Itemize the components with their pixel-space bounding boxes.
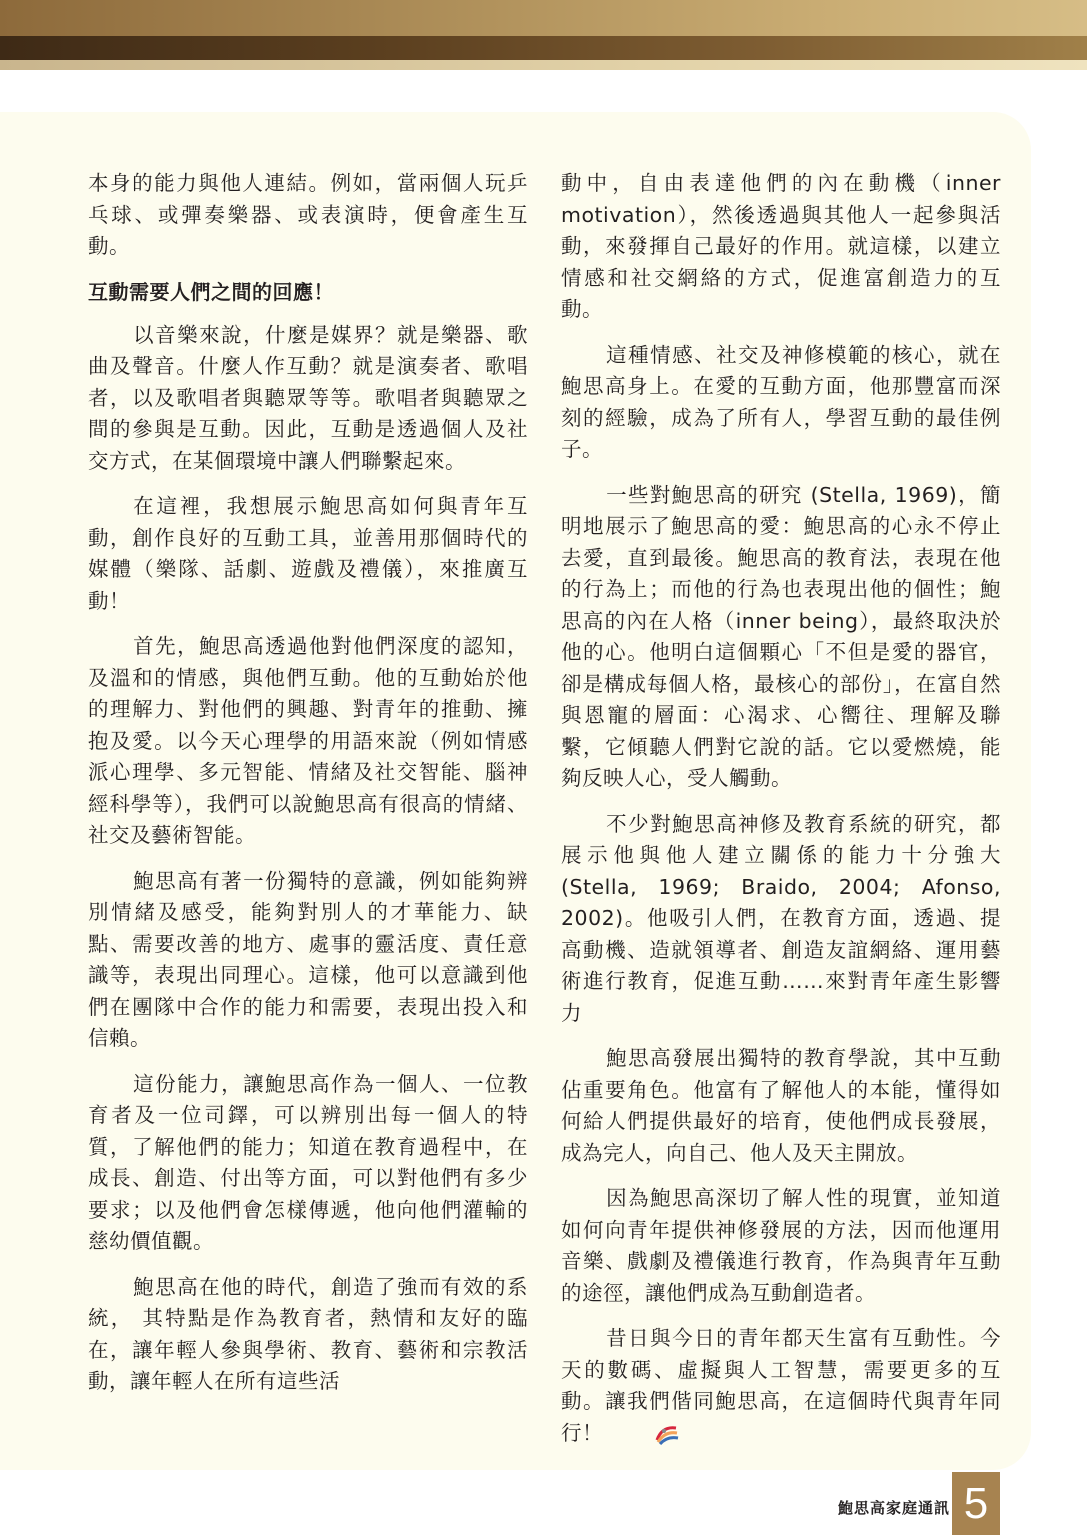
left-column: [88, 168, 528, 1412]
paragraph: 以音樂來說，什麼是媒界？就是樂器、歌曲及聲音。什麼人作互動？就是演奏者、歌唱者，以及歌唱者與聽眾等等。歌唱者與聽眾之間的參與是互動。因此，互動是透過個人及社交方式，在某個環境中讓人們聯繫起來。: [88, 322, 528, 473]
section-heading: 互動需要人們之間的回應！: [88, 279, 334, 304]
salesian-logo-icon: [609, 1422, 680, 1456]
paragraph: 不少對鮑思高神修及教育系統的研究，都展示他與他人建立關係的能力十分強大 (Stella, 1969; Braido, 2004; Afonso, 2002)。他吸引人們，在教育方面，透過、提高動機、造就領導者、創造友誼網絡、運用藝術進行教育，促進互動……來對青年產生影響力: [561, 811, 1001, 1025]
paragraph: 本身的能力與他人連結。例如，當兩個人玩乒乓球、或彈奏樂器、或表演時，便會產生互動。: [88, 171, 528, 258]
paragraph: 這種情感、社交及神修模範的核心，就在鮑思高身上。在愛的互動方面，他那豐富而深刻的經驗，成為了所有人，學習互動的最佳例子。: [561, 342, 1001, 461]
closing-paragraph: [561, 1323, 1001, 1455]
paragraph: 一些對鮑思高的研究 (Stella, 1969)，簡明地展示了鮑思高的愛：鮑思高的心永不停止去愛，直到最後。鮑思高的教育法，表現在他的行為上；而他的行為也表現出他的個性；鮑思高的內在人格（inner being），最終取決於他的心。他明白這個顆心「不但是愛的器官，卻是構成每個人格，最核心的部份」，在富自然與恩寵的層面：心渴求、心嚮往、理解及聯繫，它傾聽人們對它說的話。它以愛燃燒，能夠反映人心，受人觸動。: [561, 482, 1001, 790]
publication-name: 鮑思高家庭通訊: [838, 1499, 951, 1517]
header-band: [0, 0, 1087, 70]
header-band-dark-stripe: [0, 36, 1087, 60]
closing-text: 昔日與今日的青年都天生富有互動性。今天的數碼、虛擬與人工智慧，需要更多的互動。讓我們偕同鮑思高，在這個時代與青年同行！: [561, 1326, 1001, 1445]
header-band-light-stripe: [0, 60, 1087, 70]
paragraph: 鮑思高在他的時代，創造了強而有效的系統， 其特點是作為教育者，熱情和友好的臨在，讓年輕人參與學術、教育、藝術和宗教活動，讓年輕人在所有這些活: [88, 1274, 528, 1393]
paragraph: 在這裡，我想展示鮑思高如何與青年互動，創作良好的互動工具，並善用那個時代的媒體（樂隊、話劇、遊戲及禮儀），來推廣互動！: [88, 494, 528, 613]
paragraph: 首先，鮑思高透過他對他們深度的認知，及溫和的情感，與他們互動。他的互動始於他的理解力、對他們的興趣、對青年的推動、擁抱及愛。以今天心理學的用語來說（例如情感派心理學、多元智能、情緒及社交智能、腦神經科學等），我們可以說鮑思高有很高的情緒、社交及藝術智能。: [88, 634, 528, 847]
page-number: 5: [952, 1472, 1000, 1535]
paragraph: 因為鮑思高深切了解人性的現實，並知道如何向青年提供神修發展的方法，因而他運用音樂、戲劇及禮儀進行教育，作為與青年互動的途徑，讓他們成為互動創造者。: [561, 1186, 1001, 1305]
right-column: [561, 168, 1001, 1469]
paragraph: 鮑思高發展出獨特的教育學說，其中互動佔重要角色。他富有了解他人的本能，懂得如何給人們提供最好的培育，使他們成長發展，成為完人，向自己、他人及天主開放。: [561, 1046, 1001, 1165]
paragraph: 鮑思高有著一份獨特的意識，例如能夠辨別情緒及感受，能夠對別人的才華能力、缺點、需要改善的地方、處事的靈活度、責任意識等，表現出同理心。這樣，他可以意識到他們在團隊中合作的能力和需要，表現出投入和信賴。: [88, 868, 528, 1050]
paragraph: 動中，自由表達他們的內在動機（inner motivation），然後透過與其他人一起參與活動，來發揮自己最好的作用。就這樣，以建立情感和社交網絡的方式，促進富創造力的互動。: [561, 171, 1001, 321]
paragraph: 這份能力，讓鮑思高作為一個人、一位教育者及一位司鐸，可以辨別出每一個人的特質，了解他們的能力；知道在教育過程中，在成長、創造、付出等方面，可以對他們有多少要求；以及他們會怎樣傳遞，他向他們灌輸的慈幼價值觀。: [88, 1071, 528, 1253]
